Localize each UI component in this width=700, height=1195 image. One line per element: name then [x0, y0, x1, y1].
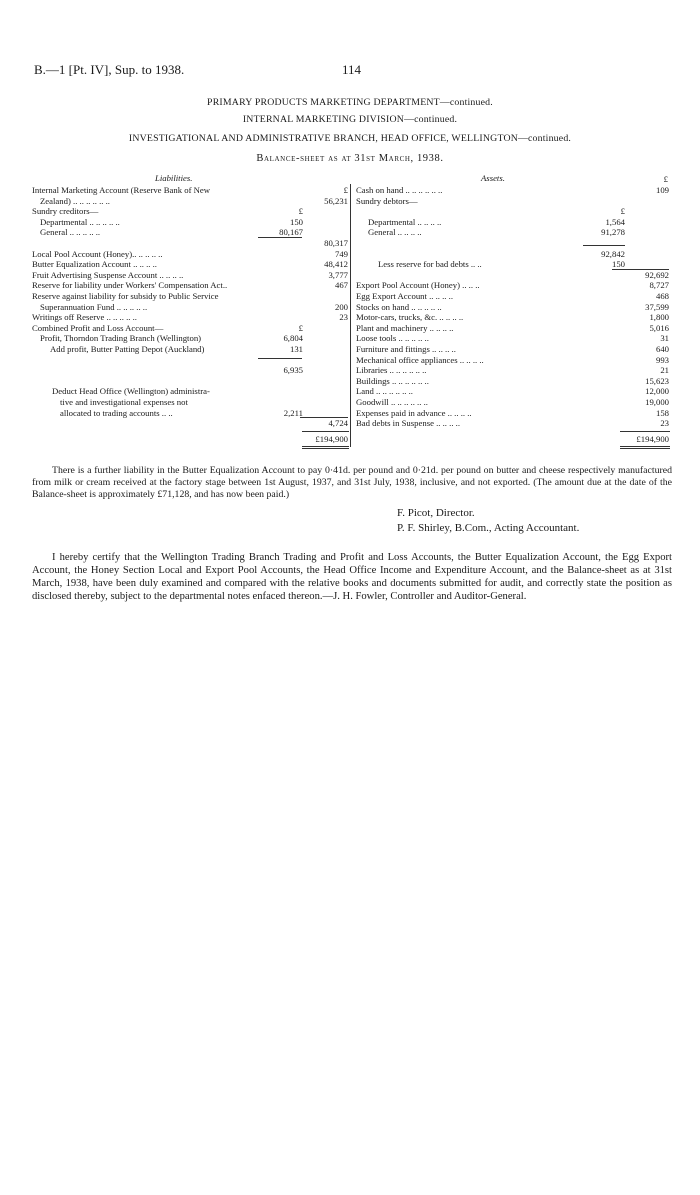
liabilities-row-outer-amount: 4,724 [328, 418, 348, 429]
assets-row-outer-amount: 993 [655, 354, 669, 365]
assets-row-outer-amount: 92,692 [645, 269, 669, 280]
liabilities-row-inner-amount: £ [298, 206, 303, 217]
assets-row-label: Egg Export Account .. .. .. .. [356, 291, 453, 301]
liabilities-row-label: Combined Profit and Loss Account— [32, 322, 164, 333]
assets-row-label: Motor-cars, trucks, &c. .. .. .. .. [356, 312, 464, 323]
liability-note: There is a further liability in the Butter Equalization Account to pay 0·41d. per pound and 0·21d. per pound on butter and cheese respectively manufactured from milk or cream received at the factory stage between 1st August, 1937, and 31st July, 1938, inclusive, and not exported. (The amount due at the date of the Balance-sheet is approximately £71,128, and has now been paid.) [32, 465, 672, 501]
assets-row-label: Goodwill .. .. .. .. .. .. [356, 397, 428, 407]
assets-row-outer-amount: 31 [660, 333, 669, 344]
liabilities-row-label: allocated to trading accounts .. .. [60, 407, 173, 418]
liabilities-row-outer-amount: £ [343, 185, 348, 195]
liabilities-subtotal-rule [258, 237, 302, 238]
assets-heading: Assets. [481, 173, 505, 183]
assets-row-outer-amount: 8,727 [649, 280, 669, 291]
assets-row-label: Bad debts in Suspense .. .. .. .. [356, 418, 461, 429]
assets-total-rule [620, 431, 670, 432]
liabilities-row-outer-amount: 23 [339, 312, 348, 323]
assets-row-outer-amount: 37,599 [645, 301, 669, 312]
assets-double-rule-1 [620, 446, 670, 447]
assets-row-outer-amount: 158 [655, 407, 669, 418]
assets-row-inner-amount: 91,278 [601, 227, 625, 238]
assets-subtotal-rule [612, 269, 669, 270]
liabilities-row-label: Writings off Reserve .. .. .. .. .. [32, 312, 137, 323]
liabilities-row-inner-amount: 6,935 [283, 365, 303, 376]
liabilities-row-label: Fruit Advertising Suspense Account .. .. .. .. [32, 269, 184, 280]
assets-row-label: Furniture and fittings .. .. .. .. [356, 344, 456, 354]
assets-row-label: Libraries .. .. .. .. .. .. [356, 365, 427, 376]
assets-row-outer-amount: 640 [655, 344, 669, 354]
assets-row-outer-amount: 109 [655, 185, 669, 195]
assets-row-label: Less reserve for bad debts .. .. [378, 259, 482, 270]
audit-certificate: I hereby certify that the Wellington Trading Branch Trading and Profit and Loss Accounts, the Butter Equalization Account, the Egg Export Account, the Honey Section Local and Export Pool Accounts, the Head Office Income and Expenditure Account, and the Balance-sheet as at 31st March, 1938, have been duly examined and compared with the relative books and documents submitted for audit, and correctly state the position as disclosed thereby, subject to the departmental notes enfaced thereon.—J. H. Fowler, Controller and Auditor-General. [32, 552, 672, 602]
signature-director: F. Picot, Director. [397, 507, 475, 519]
liabilities-row-outer-amount: 56,231 [324, 195, 348, 206]
assets-row-outer-amount: 12,000 [645, 386, 669, 397]
assets-row-outer-amount: 1,800 [649, 312, 669, 323]
liabilities-row-label: Reserve for liability under Workers' Compensation Act.. [32, 280, 228, 291]
liabilities-total-rule [302, 431, 349, 432]
liabilities-row-label: Local Pool Account (Honey).. .. .. .. .. [32, 248, 163, 259]
liabilities-row-label: Sundry creditors— [32, 206, 99, 217]
liabilities-row-label: Add profit, Butter Patting Depot (Auckland) [50, 344, 205, 354]
assets-row-label: Cash on hand .. .. .. .. .. .. [356, 185, 443, 195]
liabilities-row-inner-amount: £ [298, 322, 303, 333]
assets-row-outer-amount: 19,000 [645, 397, 669, 407]
liabilities-row-outer-amount: 467 [334, 280, 348, 291]
balance-sheet-title: Balance-sheet as at 31st March, 1938. [256, 153, 444, 164]
liabilities-subtotal-rule [258, 358, 302, 359]
liabilities-row-label: Internal Marketing Account (Reserve Bank of New [32, 185, 211, 195]
liabilities-double-rule-2 [302, 448, 349, 449]
liabilities-row-label: Butter Equalization Account .. .. .. .. [32, 259, 157, 270]
assets-row-label: Sundry debtors— [356, 195, 418, 206]
assets-row-label: Plant and machinery .. .. .. .. [356, 322, 454, 333]
liabilities-row-outer-amount: 200 [334, 301, 348, 312]
assets-row-inner-amount: 92,842 [601, 248, 625, 259]
assets-row-label: Land .. .. .. .. .. .. [356, 386, 413, 397]
assets-row-label: General .. .. .. .. [368, 227, 422, 238]
liabilities-row-label: Deduct Head Office (Wellington) administra- [52, 386, 210, 397]
liabilities-row-label: Departmental .. .. .. .. .. [40, 216, 120, 227]
assets-currency: £ [663, 174, 668, 184]
assets-total: £194,900 [636, 434, 669, 444]
liabilities-row-inner-amount: 150 [289, 216, 303, 227]
liabilities-row-outer-amount: 3,777 [328, 269, 348, 280]
assets-row-label: Stocks on hand .. .. .. .. .. [356, 301, 442, 312]
assets-double-rule-2 [620, 448, 670, 449]
assets-row-label: Loose tools .. .. .. .. .. [356, 333, 429, 344]
liabilities-row-inner-amount: 80,167 [279, 227, 303, 238]
assets-row-inner-amount: £ [620, 206, 625, 217]
liabilities-double-rule-1 [302, 446, 349, 447]
liabilities-row-label: Superannuation Fund .. .. .. .. .. [40, 301, 148, 312]
liabilities-row-label: General .. .. .. .. .. [40, 227, 101, 238]
liabilities-total: £194,900 [315, 434, 348, 444]
liabilities-row-label: Profit, Thorndon Trading Branch (Wellington) [40, 333, 202, 344]
liabilities-row-label: Reserve against liability for subsidy to Public Service [32, 291, 219, 301]
liabilities-row-outer-amount: 48,412 [324, 259, 348, 270]
assets-row-outer-amount: 23 [660, 418, 669, 429]
column-divider [350, 184, 351, 447]
assets-row-label: Expenses paid in advance .. .. .. .. [356, 407, 472, 418]
liabilities-row-outer-amount: 80,317 [324, 238, 348, 248]
liabilities-row-inner-amount: 131 [289, 344, 303, 354]
liabilities-row-label: Zealand) .. .. .. .. .. .. [40, 195, 110, 206]
liabilities-row-label: tive and investigational expenses not [60, 397, 188, 407]
assets-row-label: Departmental .. .. .. .. [368, 216, 442, 227]
signature-accountant: P. F. Shirley, B.Com., Acting Accountant. [397, 522, 580, 534]
branch-title: INVESTIGATIONAL AND ADMINISTRATIVE BRANCH, HEAD OFFICE, WELLINGTON—continued. [128, 133, 572, 144]
liabilities-subtotal-rule [300, 417, 348, 418]
liabilities-row-inner-amount: 2,211 [283, 407, 303, 418]
assets-row-label: Buildings .. .. .. .. .. .. [356, 375, 429, 386]
assets-row-outer-amount: 15,623 [645, 375, 669, 386]
assets-row-outer-amount: 21 [660, 365, 669, 376]
division-title: INTERNAL MARKETING DIVISION—continued. [242, 114, 458, 125]
liabilities-row-outer-amount: 749 [334, 248, 348, 259]
assets-row-outer-amount: 468 [655, 291, 669, 301]
assets-row-outer-amount: 5,016 [649, 322, 669, 333]
liabilities-row-inner-amount: 6,804 [283, 333, 303, 344]
assets-row-label: Export Pool Account (Honey) .. .. .. [356, 280, 480, 291]
assets-row-inner-amount: 150 [611, 259, 625, 270]
assets-row-label: Mechanical office appliances .. .. .. .. [356, 354, 484, 365]
assets-row-inner-amount: 1,564 [605, 216, 625, 227]
department-title: PRIMARY PRODUCTS MARKETING DEPARTMENT—continued. [207, 97, 493, 108]
assets-subtotal-rule [583, 245, 625, 246]
running-head: B.—1 [Pt. IV], Sup. to 1938. [34, 62, 185, 77]
page-number: 114 [342, 62, 362, 77]
liabilities-heading: Liabilities. [155, 173, 193, 183]
